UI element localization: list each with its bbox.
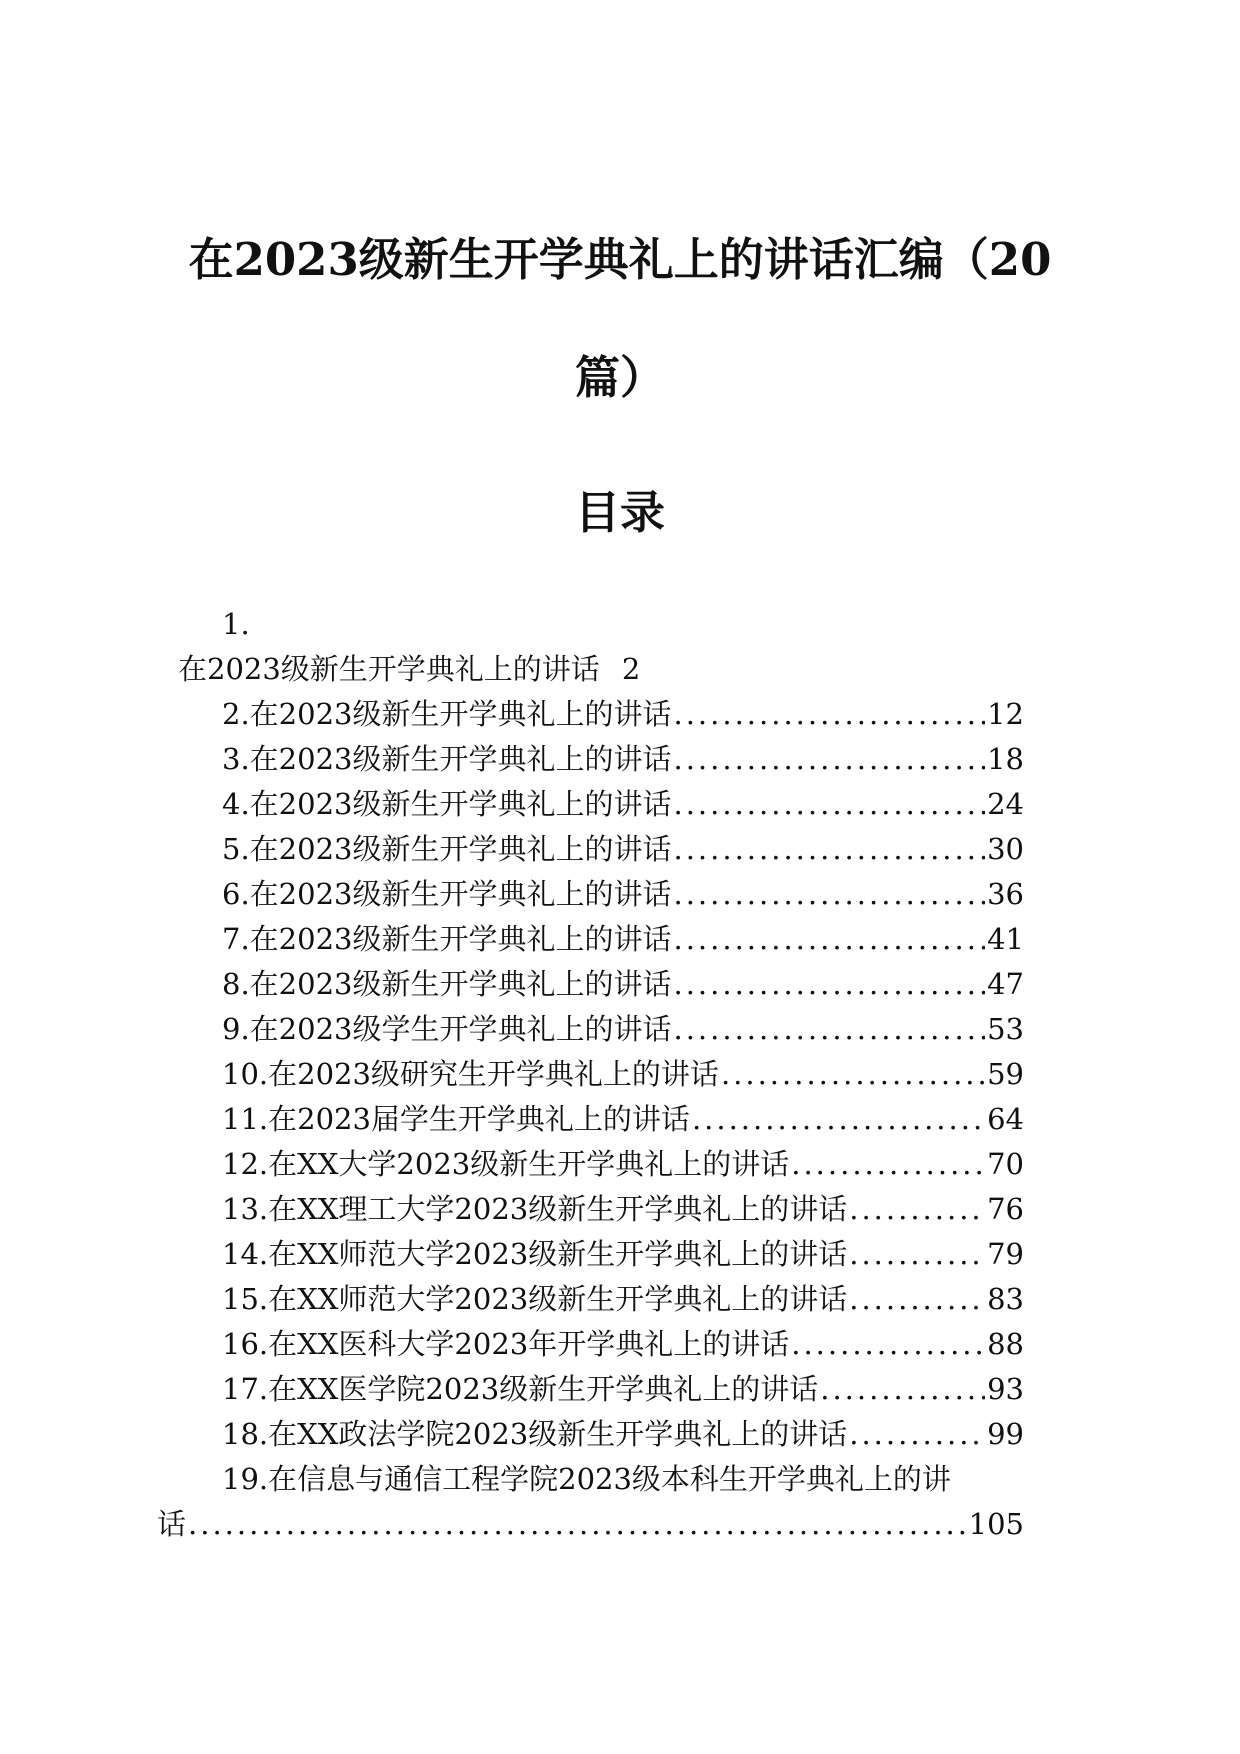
toc-entry-page: 59 — [987, 1057, 1024, 1091]
toc-entry-page: 83 — [987, 1282, 1024, 1316]
toc-entry-number: 15. — [222, 1282, 269, 1316]
toc-entry[interactable] — [222, 829, 1024, 869]
toc-entry-page: 30 — [987, 832, 1024, 866]
toc-entry-page: 12 — [987, 697, 1024, 731]
toc-entry[interactable] — [222, 1099, 1024, 1139]
dot-leader — [673, 874, 985, 914]
toc-heading: 目录 — [574, 486, 665, 539]
dot-leader — [673, 829, 985, 869]
toc-entry-19-continuation[interactable] — [157, 1504, 1024, 1544]
toc-entry-text: 在2023级新生开学典礼上的讲话 — [249, 697, 672, 731]
toc-entry-number: 12. — [222, 1147, 269, 1181]
dot-leader — [673, 1009, 985, 1049]
toc-entry-number: 9. — [222, 1012, 250, 1046]
toc-entry-text: 在XX理工大学2023级新生开学典礼上的讲话 — [268, 1192, 848, 1226]
toc-entry[interactable] — [222, 1189, 1024, 1229]
toc-entry-text: 在XX师范大学2023级新生开学典礼上的讲话 — [268, 1237, 848, 1271]
toc-entry[interactable] — [222, 1234, 1024, 1274]
dot-leader — [673, 739, 985, 779]
dot-leader — [673, 919, 985, 959]
toc-entry-page: 99 — [987, 1417, 1024, 1451]
dot-leader — [849, 1234, 985, 1274]
toc-entry-number: 17. — [222, 1372, 269, 1406]
toc-entry-page: 76 — [987, 1192, 1024, 1226]
toc-entry-number: 14. — [222, 1237, 269, 1271]
toc-entry-number: 6. — [222, 877, 250, 911]
toc-entry[interactable] — [222, 694, 1024, 734]
toc-entry-text: 在XX师范大学2023级新生开学典礼上的讲话 — [268, 1282, 848, 1316]
dot-leader — [820, 1369, 985, 1409]
toc-entry-text: 在2023级研究生开学典礼上的讲话 — [268, 1057, 719, 1091]
toc-entry-text: 在2023级新生开学典礼上的讲话 — [249, 742, 672, 776]
toc-entry[interactable] — [222, 1144, 1024, 1184]
toc-entry-1-page: 2 — [621, 652, 641, 686]
toc-entry-number: 4. — [222, 787, 250, 821]
toc-entry-page: 79 — [987, 1237, 1024, 1271]
toc-entry-number: 7. — [222, 922, 250, 956]
toc-entry[interactable] — [222, 739, 1024, 779]
dot-leader — [673, 694, 985, 734]
toc-entry-page: 53 — [987, 1012, 1024, 1046]
toc-entry-text: 在2023级学生开学典礼上的讲话 — [249, 1012, 672, 1046]
toc-entry-text: 在2023级新生开学典礼上的讲话 — [249, 832, 672, 866]
toc-entry-page: 47 — [987, 967, 1024, 1001]
toc-entry[interactable] — [222, 1324, 1024, 1364]
toc-entry-page: 88 — [987, 1327, 1024, 1361]
toc-entry-page: 24 — [987, 787, 1024, 821]
toc-entry-19-page: 105 — [968, 1507, 1024, 1541]
toc-entry-text: 在2023级新生开学典礼上的讲话 — [249, 967, 672, 1001]
toc-entry-19-number: 19. — [222, 1462, 269, 1496]
toc-entry[interactable] — [222, 784, 1024, 824]
dot-leader — [692, 1099, 985, 1139]
document-title-line-1: 在2023级新生开学典礼上的讲话汇编（20 — [188, 233, 1052, 286]
dot-leader — [849, 1189, 985, 1229]
dot-leader — [673, 784, 985, 824]
toc-entry-page: 36 — [987, 877, 1024, 911]
toc-entry-page: 70 — [987, 1147, 1024, 1181]
toc-entry-page: 18 — [987, 742, 1024, 776]
toc-entry-page: 93 — [987, 1372, 1024, 1406]
dot-leader — [673, 964, 985, 1004]
toc-entry-text: 在2023级新生开学典礼上的讲话 — [249, 877, 672, 911]
toc-entry-number: 2. — [222, 697, 250, 731]
toc-entry-number: 16. — [222, 1327, 269, 1361]
toc-entry-1-number[interactable]: 1. — [222, 607, 250, 641]
dot-leader — [188, 1504, 967, 1544]
toc-entry-text: 在XX大学2023级新生开学典礼上的讲话 — [268, 1147, 790, 1181]
toc-entry-text: 在2023级新生开学典礼上的讲话 — [249, 787, 672, 821]
toc-entry-number: 11. — [222, 1102, 269, 1136]
toc-entry-page: 41 — [987, 922, 1024, 956]
toc-entry-19-text-line-2: 话 — [157, 1507, 187, 1541]
dot-leader — [791, 1324, 985, 1364]
toc-entry-text: 在2023届学生开学典礼上的讲话 — [268, 1102, 690, 1136]
toc-entry-number: 3. — [222, 742, 250, 776]
toc-entry-19-text-line-1: 在信息与通信工程学院2023级本科生开学典礼上的讲 — [268, 1462, 951, 1496]
dot-leader — [849, 1414, 985, 1454]
toc-entry-number: 10. — [222, 1057, 269, 1091]
toc-entry-number: 13. — [222, 1192, 269, 1226]
dot-leader — [721, 1054, 985, 1094]
toc-entry-number: 18. — [222, 1417, 269, 1451]
toc-entry[interactable] — [222, 919, 1024, 959]
toc-entry[interactable] — [222, 1054, 1024, 1094]
toc-entry[interactable] — [222, 1279, 1024, 1319]
toc-entry[interactable] — [222, 1009, 1024, 1049]
toc-entry[interactable] — [222, 1369, 1024, 1409]
dot-leader — [849, 1279, 985, 1319]
toc-entry-text: 在XX政法学院2023级新生开学典礼上的讲话 — [268, 1417, 848, 1451]
toc-entry-19[interactable] — [222, 1459, 951, 1499]
document-title-line-2: 篇） — [574, 351, 665, 404]
toc-entry-number: 8. — [222, 967, 250, 1001]
toc-entry-1[interactable] — [178, 649, 640, 689]
dot-leader — [791, 1144, 985, 1184]
toc-entry-text: 在2023级新生开学典礼上的讲话 — [249, 922, 672, 956]
toc-entry-1-text: 在2023级新生开学典礼上的讲话 — [178, 652, 600, 686]
toc-entry[interactable] — [222, 1414, 1024, 1454]
toc-entry[interactable] — [222, 964, 1024, 1004]
toc-entry[interactable] — [222, 874, 1024, 914]
toc-entry-text: 在XX医科大学2023年开学典礼上的讲话 — [268, 1327, 790, 1361]
toc-entry-page: 64 — [987, 1102, 1024, 1136]
toc-entry-text: 在XX医学院2023级新生开学典礼上的讲话 — [268, 1372, 819, 1406]
toc-entry-number: 5. — [222, 832, 250, 866]
